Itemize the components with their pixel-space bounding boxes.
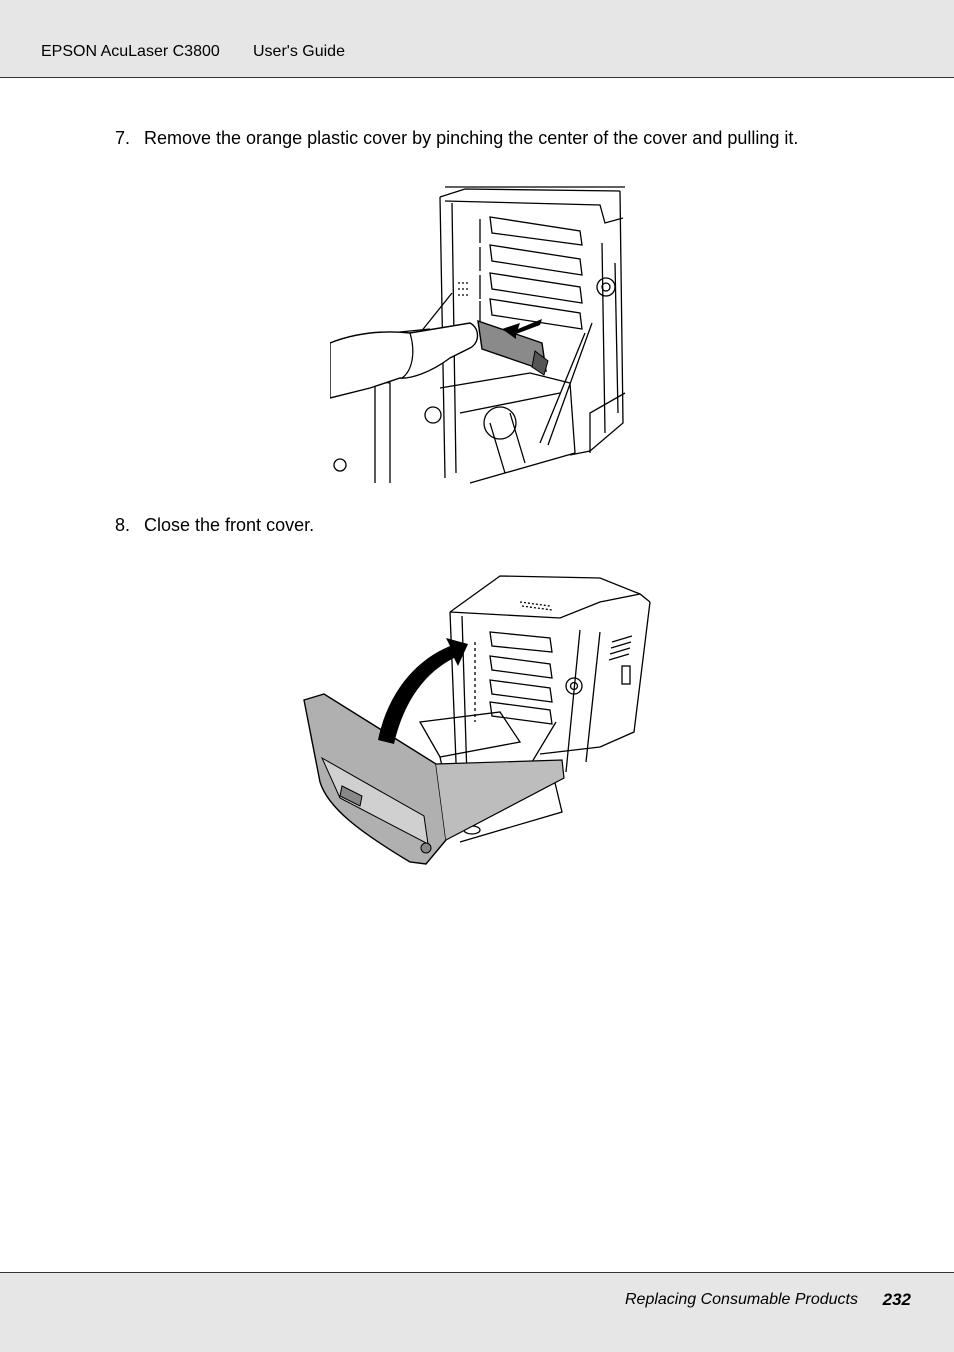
page-header	[0, 0, 954, 78]
illustration-remove-cover	[330, 183, 626, 487]
step-number: 8.	[115, 515, 131, 535]
section-title: Replacing Consumable Products	[624, 1291, 858, 1308]
page-footer	[0, 1272, 954, 1352]
step-text: Remove the orange plastic cover by pinching the center of the cover and pulling it.	[144, 128, 799, 148]
page-number: 232	[882, 1290, 911, 1309]
step-text: Close the front cover.	[144, 515, 315, 535]
step-number: 7.	[115, 128, 131, 148]
illustration-close-front-cover	[300, 572, 652, 866]
product-name: EPSON AcuLaser C3800	[41, 43, 220, 60]
guide-title: User's Guide	[253, 43, 345, 60]
